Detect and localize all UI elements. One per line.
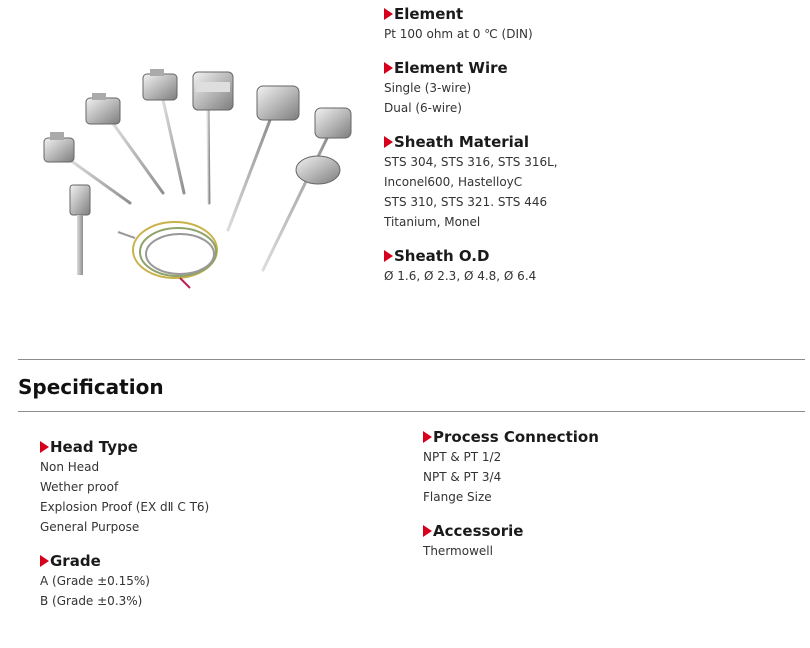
feature-item: Dual (6-wire) [384,101,462,115]
spec-item: General Purpose [40,520,140,534]
arrow-right-icon [384,8,393,20]
arrow-right-icon [384,250,393,262]
feature-item: Single (3-wire) [384,81,472,95]
spec-head-type [40,437,209,537]
spec-title: Process Connection [423,427,599,447]
spec-title: Grade [40,551,150,571]
feature-element-wire [384,58,508,118]
spec-item: Wether proof [40,480,119,494]
arrow-right-icon [384,136,393,148]
feature-item: Ø 1.6, Ø 2.3, Ø 4.8, Ø 6.4 [384,269,537,283]
spec-item: Flange Size [423,490,492,504]
feature-sheath-od [384,246,536,286]
feature-item: Inconel600, HastelloyC [384,175,523,189]
spec-grade [40,551,150,611]
feature-title: Sheath O.D [384,246,536,266]
spec-item: NPT & PT 1/2 [423,450,502,464]
arrow-right-icon [384,62,393,74]
feature-item: Pt 100 ohm at 0 ℃ (DIN) [384,27,533,41]
spec-item: A (Grade ±0.15%) [40,574,150,588]
divider-top [18,359,805,360]
probe-head-1 [44,132,74,162]
spec-item: NPT & PT 3/4 [423,470,502,484]
spec-item: Thermowell [423,544,493,558]
feature-title: Element [384,4,533,24]
divider-bottom [18,411,805,412]
arrow-right-icon [40,555,49,567]
spec-accessorie [423,521,523,561]
product-image [30,60,365,300]
spec-item: Non Head [40,460,100,474]
spec-title: Accessorie [423,521,523,541]
feature-item: Titanium, Monel [384,215,481,229]
feature-sheath-material [384,132,558,232]
feature-item: STS 310, STS 321. STS 446 [384,195,548,209]
section-title: Specification [18,375,164,399]
feature-title: Sheath Material [384,132,558,152]
arrow-right-icon [423,431,432,443]
feature-title: Element Wire [384,58,508,78]
feature-element [384,4,533,44]
spec-title: Head Type [40,437,209,457]
spec-item: Explosion Proof (EX dⅡ C T6) [40,500,210,514]
spec-item: B (Grade ±0.3%) [40,594,143,608]
feature-item: STS 304, STS 316, STS 316L, [384,155,558,169]
arrow-right-icon [423,525,432,537]
spec-process-connection [423,427,599,507]
arrow-right-icon [40,441,49,453]
